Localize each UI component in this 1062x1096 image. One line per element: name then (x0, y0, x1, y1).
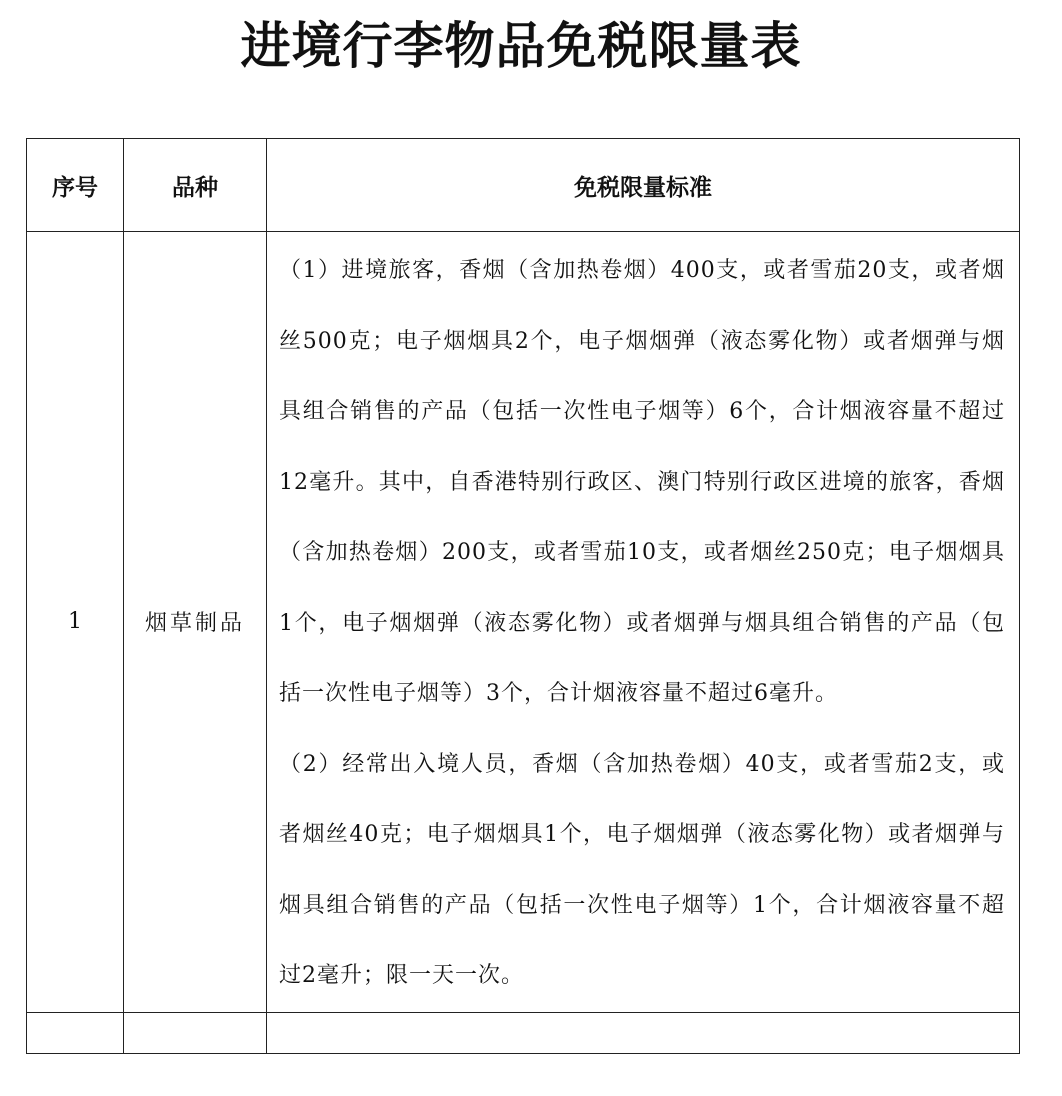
duty-free-limits-table (26, 138, 1020, 1054)
table-header-row (27, 139, 1020, 232)
table-row-next (27, 1012, 1020, 1053)
row-number: 1 (27, 232, 124, 1013)
next-row-standard (267, 1012, 1020, 1053)
standard-paragraph-2: （2）经常出入境人员，香烟（含加热卷烟）40支，或者雪茄2支，或者烟丝40克；电子烟烟具1个，电子烟烟弹（液态雾化物）或者烟弹与烟具组合销售的产品（包括一次性电子烟等）1个，合计烟液容量不超过2毫升；限一天一次。 (279, 751, 1005, 988)
header-standard: 免税限量标准 (267, 139, 1020, 232)
table-row (27, 232, 1020, 1013)
next-row-number (27, 1012, 124, 1053)
header-category: 品种 (124, 139, 267, 232)
header-number: 序号 (27, 139, 124, 232)
row-category: 烟草制品 (124, 232, 267, 1013)
next-row-category (124, 1012, 267, 1053)
row-standard (267, 232, 1020, 1013)
standard-paragraph-1: （1）进境旅客，香烟（含加热卷烟）400支，或者雪茄20支，或者烟丝500克；电子烟烟具2个，电子烟烟弹（液态雾化物）或者烟弹与烟具组合销售的产品（包括一次性电子烟等）6个，合计烟液容量不超过12毫升。其中，自香港特别行政区、澳门特别行政区进境的旅客，香烟（含加热卷烟）200支，或者雪茄10支，或者烟丝250克；电子烟烟具1个，电子烟烟弹（液态雾化物）或者烟弹与烟具组合销售的产品（包括一次性电子烟等）3个，合计烟液容量不超过6毫升。 (279, 258, 1005, 706)
page-title: 进境行李物品免税限量表 (240, 16, 802, 75)
